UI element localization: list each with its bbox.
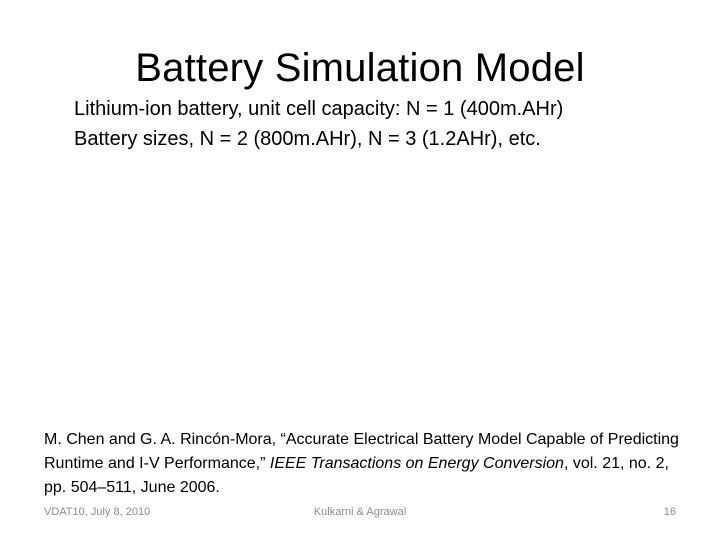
reference-journal: IEEE Transactions on Energy Conversion (269, 455, 564, 472)
bullet-line: Battery sizes, N = 2 (800m.AHr), N = 3 (1.2AHr), etc. (74, 128, 541, 150)
reference-paper-title: “Accurate Electrical Battery Model Capable of Predicting Runtime and I-V Performance,” (44, 431, 679, 472)
footer-authors: Kulkarni & Agrawal (313, 506, 407, 518)
footer-event-date: VDAT10, July 8, 2010 (44, 506, 151, 518)
reference-details: , vol. 21, no. 2, pp. 504–511, June 2006. (44, 455, 669, 496)
slide-body (74, 94, 694, 154)
bullet-line: Lithium-ion battery, unit cell capacity: N = 1 (400m.AHr) (74, 98, 564, 120)
slide-title: Battery Simulation Model (135, 46, 585, 90)
footer-page-number: 16 (663, 506, 676, 518)
reference-authors: M. Chen and G. A. Rincón-Mora, (44, 431, 281, 448)
reference-citation (44, 428, 694, 500)
